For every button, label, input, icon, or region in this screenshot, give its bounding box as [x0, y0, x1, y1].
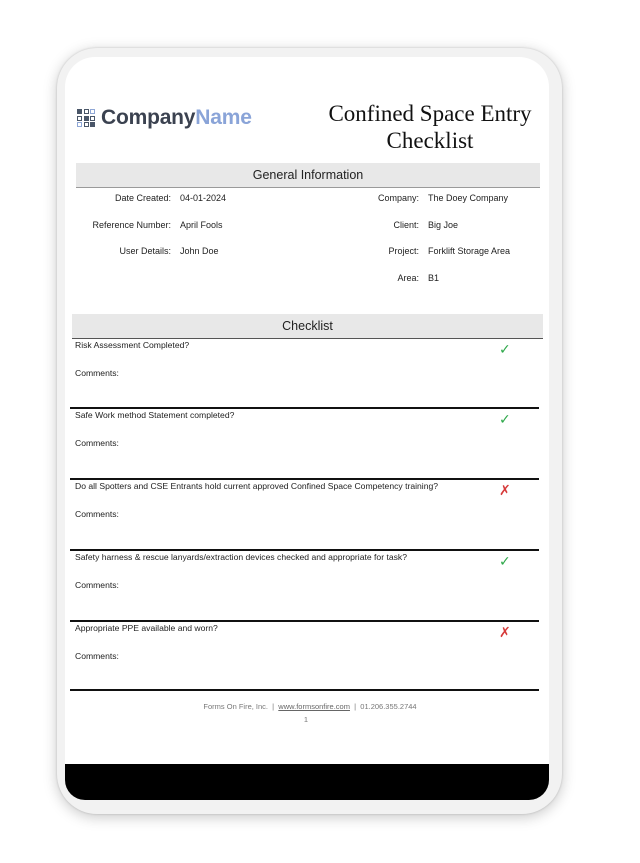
- comments-label: Comments:: [75, 368, 119, 378]
- check-mark-icon: ✓: [499, 341, 511, 357]
- page-footer: [110, 702, 510, 711]
- general-information-heading: General Information: [76, 163, 540, 188]
- comments-label: Comments:: [75, 509, 119, 519]
- checklist-question: Safety harness & rescue lanyards/extraction devices checked and appropriate for task?: [75, 552, 407, 562]
- checklist-question: Risk Assessment Completed?: [75, 340, 190, 350]
- checklist-question: Appropriate PPE available and worn?: [75, 623, 218, 633]
- date-created-value: 04-01-2024: [180, 193, 227, 203]
- footer-phone: 01.206.355.2744: [360, 702, 417, 711]
- document-title-line2: Checklist: [386, 128, 474, 153]
- footer-separator: |: [272, 702, 275, 711]
- document-title: [320, 100, 540, 154]
- document-title-line1: Confined Space Entry: [328, 101, 532, 126]
- date-created-label: Date Created:: [114, 193, 171, 203]
- check-mark-icon: ✓: [499, 553, 511, 569]
- footer-separator: |: [354, 702, 357, 711]
- comments-label: Comments:: [75, 580, 119, 590]
- item-divider: [70, 620, 539, 622]
- user-details-value: John Doe: [180, 246, 219, 256]
- project-label: Project:: [388, 246, 419, 256]
- comments-label: Comments:: [75, 438, 119, 448]
- item-divider: [70, 549, 539, 551]
- item-divider: [70, 478, 539, 480]
- company-name-part1: Company: [101, 106, 196, 129]
- company-label: Company:: [377, 193, 419, 203]
- comments-label: Comments:: [75, 651, 119, 661]
- cross-mark-icon: ✗: [499, 482, 511, 498]
- area-label: Area:: [397, 273, 419, 283]
- client-label: Client:: [393, 220, 419, 230]
- item-divider: [70, 689, 539, 691]
- company-name-part2: Name: [195, 106, 252, 129]
- reference-number-label: Reference Number:: [92, 220, 171, 230]
- area-value: B1: [428, 273, 440, 283]
- bottom-bar: [65, 764, 549, 800]
- footer-company: Forms On Fire, Inc.: [203, 702, 268, 711]
- checklist-question: Safe Work method Statement completed?: [75, 410, 235, 420]
- company-name: [101, 106, 252, 130]
- company-value: The Doey Company: [428, 193, 509, 203]
- reference-number-value: April Fools: [180, 220, 223, 230]
- project-value: Forklift Storage Area: [428, 246, 511, 256]
- footer-website-link[interactable]: www.formsonfire.com: [278, 702, 350, 711]
- logo-grid-icon: [77, 109, 95, 127]
- item-divider: [70, 407, 539, 409]
- company-logo: [77, 106, 252, 130]
- checklist-question: Do all Spotters and CSE Entrants hold current approved Confined Space Competency training?: [75, 481, 439, 491]
- page-number: 1: [303, 715, 309, 724]
- check-mark-icon: ✓: [499, 411, 511, 427]
- checklist-heading: Checklist: [72, 314, 543, 339]
- user-details-label: User Details:: [119, 246, 171, 256]
- cross-mark-icon: ✗: [499, 624, 511, 640]
- client-value: Big Joe: [428, 220, 459, 230]
